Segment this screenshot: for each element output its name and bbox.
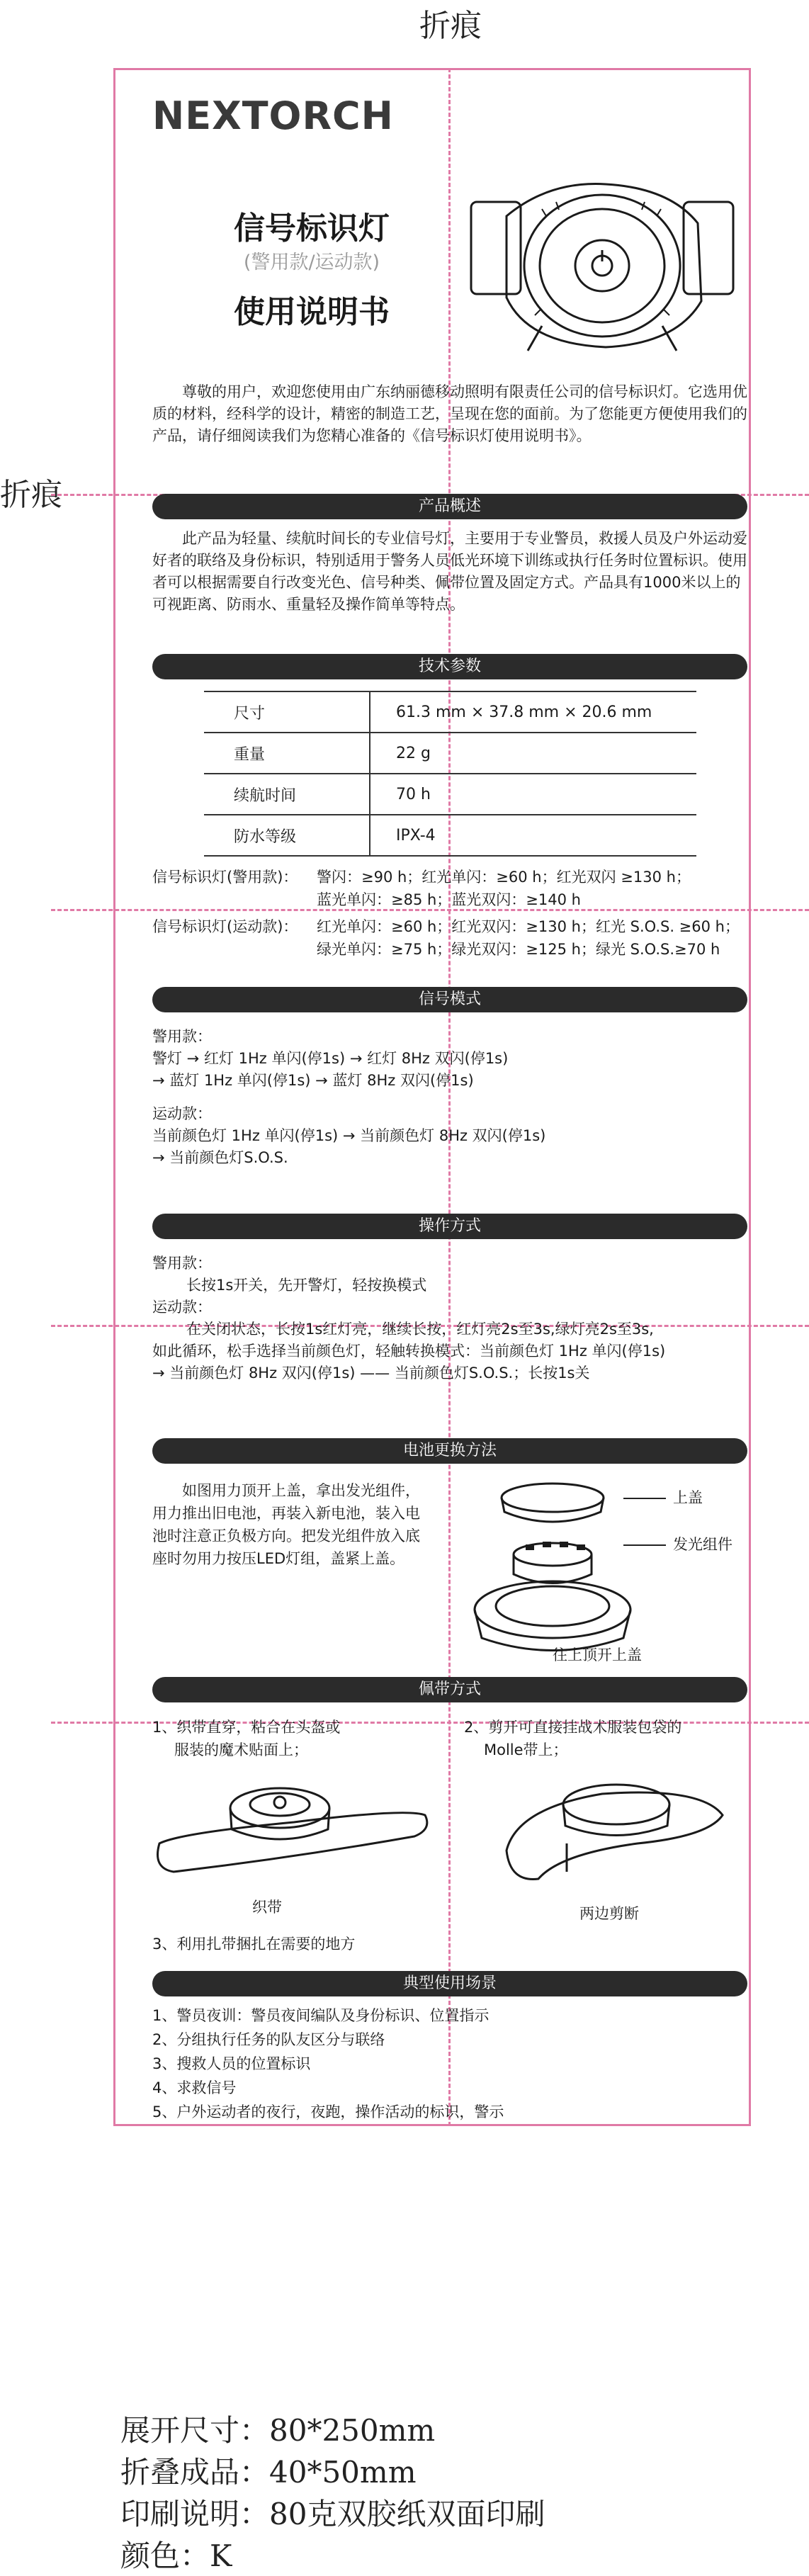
battery-exploded-illustration <box>460 1468 645 1659</box>
section-bar-operation: 操作方式 <box>152 1214 747 1239</box>
callout-cover: 上盖 <box>673 1489 703 1506</box>
operation-sport-line2: 如此循环，松手选择当前颜色灯，轻触转换模式：当前颜色灯 1Hz 单闪(停1s) <box>152 1343 666 1360</box>
wearing-item1-line2: 服装的魔术贴面上； <box>174 1741 308 1758</box>
fold-label-left: 折痕 <box>0 477 62 513</box>
callout-line-cover <box>623 1498 666 1499</box>
overview-text: 此产品为轻量、续航时间长的专业信号灯，主要用于专业警员，救援人员及户外运动爱好者的联络及身份标识，特别适用于警务人员低光环境下训练或执行任务时位置标识。使用者可以根据需要自行改变光色、信号种类、佩带位置及固定方式。产品具有1000米以上的可视距离、防雨水、重量轻及操作简单等特点。 <box>152 530 747 613</box>
section-bar-modes: 信号模式 <box>152 987 747 1012</box>
spec-key: 续航时间 <box>204 774 370 815</box>
operation-sport-line3: → 当前颜色灯 8Hz 双闪(停1s) —— 当前颜色灯S.O.S.；长按1s关 <box>152 1365 590 1382</box>
runtime-police-label: 信号标识灯(警用款)： <box>152 869 298 886</box>
runtime-sport-label: 信号标识灯(运动款)： <box>152 918 298 935</box>
title-sub: (警用款/运动款) <box>243 252 380 273</box>
spec-row <box>204 774 696 815</box>
operation-sport-line1: 在关闭状态，长按1s红灯亮，继续长按，红灯亮2s至3s,绿灯亮2s至3s, <box>186 1321 654 1338</box>
title-main: 信号标识灯 <box>234 210 390 247</box>
section-bar-overview: 产品概述 <box>152 494 747 519</box>
wearing-item2-line2: Molle带上； <box>484 1741 568 1758</box>
footer-folded-size: 折叠成品：40*50mm <box>120 2455 417 2490</box>
wearing-item2-line1: 2、剪开可直接挂战术服装包袋的 <box>464 1719 682 1736</box>
section-bar-specs: 技术参数 <box>152 654 747 679</box>
strap-mount-illustration <box>152 1766 436 1886</box>
label-cut-both-sides: 两边剪断 <box>579 1905 639 1922</box>
fold-label-top: 折痕 <box>419 8 482 44</box>
modes-police-line2: → 蓝灯 1Hz 单闪(停1s) → 蓝灯 8Hz 双闪(停1s) <box>152 1072 474 1089</box>
battery-text: 如图用力顶开上盖，拿出发光组件，用力推出旧电池，再装入新电池，装入电池时注意正负极方向。把发光组件放入底座时勿用力按压LED灯组，盖紧上盖。 <box>152 1482 420 1567</box>
modes-sport-line2: → 当前颜色灯S.O.S. <box>152 1149 288 1166</box>
modes-block <box>152 1026 747 1169</box>
modes-sport-line1: 当前颜色灯 1Hz 单闪(停1s) → 当前颜色灯 8Hz 双闪(停1s) <box>152 1127 546 1144</box>
spec-value: 22 g <box>370 733 696 774</box>
usage-item: 1、警员夜训：警员夜间编队及身份标识、位置指示 <box>152 2007 490 2024</box>
runtime-police-line2: 蓝光单闪：≥85 h；蓝光双闪：≥140 h <box>317 891 581 908</box>
wearing-item1-line1: 1、织带直穿，粘合在头盔或 <box>152 1719 341 1736</box>
spec-key: 重量 <box>204 733 370 774</box>
spec-key: 防水等级 <box>204 815 370 856</box>
section-bar-battery: 电池更换方法 <box>152 1438 747 1464</box>
runtime-police-line1: 警闪：≥90 h；红光单闪：≥60 h；红光双闪 ≥130 h； <box>317 869 691 886</box>
callout-push-open: 往上顶开上盖 <box>553 1646 642 1663</box>
usage-item: 5、户外运动者的夜行，夜跑，操作活动的标识，警示 <box>152 2103 504 2120</box>
callout-line-module <box>623 1544 666 1546</box>
operation-police-text: 长按1s开关，先开警灯，轻按换模式 <box>186 1277 427 1294</box>
runtime-sport-line1: 红光单闪：≥60 h；红光双闪：≥130 h；红光 S.O.S. ≥60 h； <box>317 918 740 935</box>
footer-print-spec: 印刷说明：80克双胶纸双面印刷 <box>120 2497 545 2531</box>
runtime-sport-line2: 绿光单闪：≥75 h；绿光双闪：≥125 h；绿光 S.O.S.≥70 h <box>317 941 720 958</box>
operation-police-title: 警用款： <box>152 1255 212 1272</box>
label-strap: 织带 <box>252 1899 282 1916</box>
intro-text: 尊敬的用户，欢迎您使用由广东纳丽德移动照明有限责任公司的信号标识灯。它选用优质的材料，经科学的设计，精密的制造工艺，呈现在您的面前。为了您能更方便使用我们的产品，请仔细阅读我们为您精心准备的《信号标识灯使用说明书》。 <box>152 383 747 444</box>
modes-police-line1: 警灯 → 红灯 1Hz 单闪(停1s) → 红灯 8Hz 双闪(停1s) <box>152 1050 509 1067</box>
usage-item: 3、搜救人员的位置标识 <box>152 2055 311 2072</box>
spec-row <box>204 733 696 774</box>
footer-color: 颜色：K <box>120 2538 232 2573</box>
usage-list <box>152 2004 747 2124</box>
callout-module: 发光组件 <box>673 1536 732 1553</box>
section-bar-wearing: 佩带方式 <box>152 1677 747 1702</box>
operation-block <box>152 1253 747 1384</box>
wearing-item3: 3、利用扎带捆扎在需要的地方 <box>152 1936 356 1953</box>
spec-row <box>204 691 696 733</box>
modes-sport-title: 运动款： <box>152 1105 212 1122</box>
brand-logo: NEXTORCH <box>152 94 394 138</box>
spec-value: IPX-4 <box>370 815 696 856</box>
usage-item: 2、分组执行任务的队友区分与联络 <box>152 2031 385 2048</box>
modes-police-title: 警用款： <box>152 1028 212 1045</box>
section-bar-usage: 典型使用场景 <box>152 1971 747 1996</box>
signal-light-product-illustration <box>464 174 744 358</box>
spec-value: 61.3 mm × 37.8 mm × 20.6 mm <box>370 691 696 733</box>
spec-value: 70 h <box>370 774 696 815</box>
spec-row <box>204 815 696 856</box>
usage-item: 4、求救信号 <box>152 2079 237 2096</box>
footer-unfolded-size: 展开尺寸：80*250mm <box>120 2413 436 2448</box>
spec-key: 尺寸 <box>204 691 370 733</box>
title-manual: 使用说明书 <box>234 294 390 330</box>
molle-mount-illustration <box>496 1766 730 1893</box>
spec-table <box>204 691 696 857</box>
operation-sport-title: 运动款： <box>152 1299 212 1316</box>
